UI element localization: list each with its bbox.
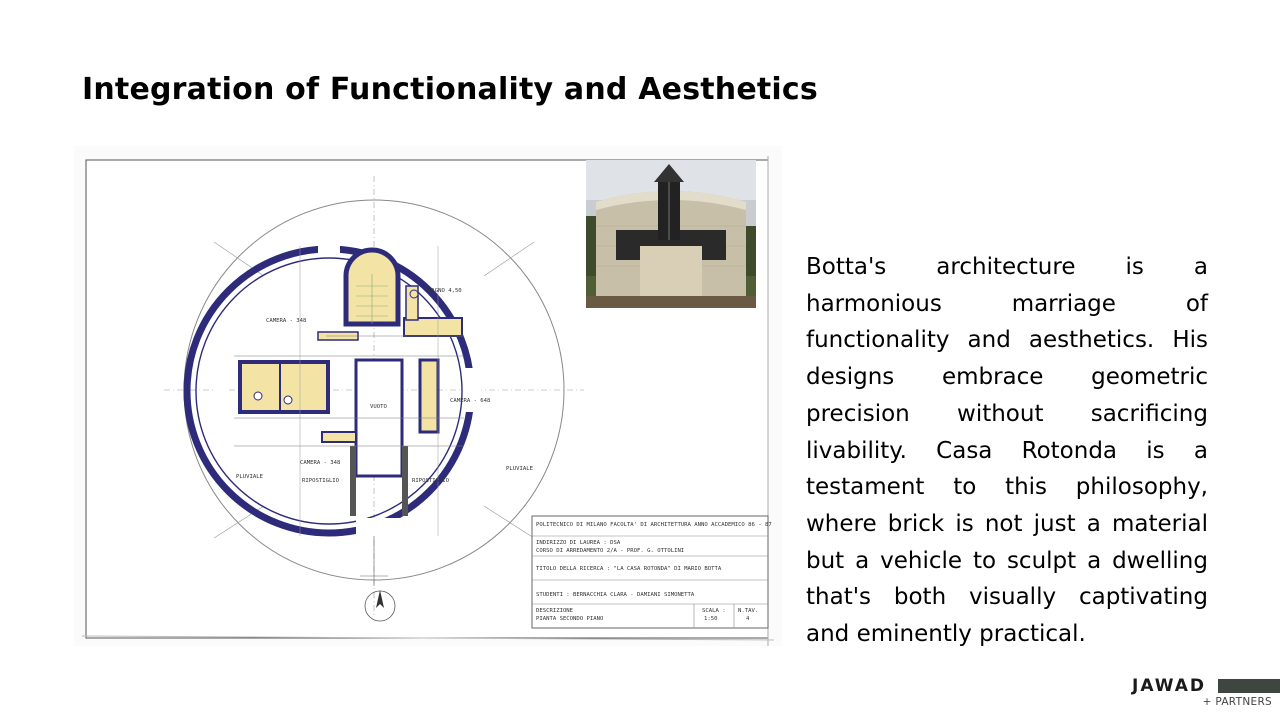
title-block-sheet-value: 4 [746, 616, 750, 622]
stair-tower [346, 250, 398, 324]
room-label: PLUVIALE [506, 466, 533, 472]
slide-title: Integration of Functionality and Aesthetics [82, 72, 818, 107]
title-block-scale-value: 1:50 [704, 616, 718, 622]
title-block-sheet-label: N.TAV. [738, 608, 759, 614]
title-block-line: INDIRIZZO DI LAUREA : DSA [536, 540, 621, 546]
title-block-desc-label: DESCRIZIONE [536, 608, 574, 614]
title-block-line: TITOLO DELLA RICERCA : "LA CASA ROTONDA" DI MARIO BOTTA [536, 566, 722, 572]
room-label: CAMERA - 348 [266, 318, 307, 324]
floor-plan-figure [74, 146, 782, 646]
drawing-title-block [532, 516, 772, 628]
slide-body-text: Botta's architecture is a harmonious marriage of functionality and aesthetics. His designs embrace geometric precision without sacrificing livability. Casa Rotonda is a testament to this philosophy, where brick is not just a material but a vehicle to sculpt a dwelling that's both visually captivating and eminently practical. [806, 254, 1208, 648]
title-block-line: POLITECNICO DI MILANO FACOLTA' DI ARCHITETTURA ANNO ACCADEMICO 86 - 87 [536, 522, 772, 528]
logo-wordmark: JAWAD [1132, 676, 1206, 696]
casa-rotonda-photo [586, 160, 756, 308]
title-block-desc-value: PIANTA SECONDO PIANO [536, 616, 604, 622]
company-logo [1130, 676, 1280, 712]
floor-plan-drawing [74, 146, 782, 646]
logo-subtitle: + PARTNERS [1202, 696, 1272, 708]
room-label: PLUVIALE [236, 474, 263, 480]
room-label: CAMERA - 648 [450, 398, 491, 404]
title-block-line: STUDENTI : BERNACCHIA CLARA - DAMIANI SIMONETTA [536, 592, 695, 598]
room-label: BAGNO 4,50 [428, 288, 462, 294]
logo-bar [1218, 679, 1280, 693]
title-block-line: CORSO DI ARREDAMENTO 2/A - PROF. G. OTTOLINI [536, 548, 685, 554]
room-label: RIPOSTIGLIO [302, 478, 340, 484]
room-label: VUOTO [370, 404, 387, 410]
room-label: RIPOSTIGLIO [412, 478, 450, 484]
room-label: CAMERA - 348 [300, 460, 341, 466]
title-block-scale-label: SCALA : [702, 608, 726, 614]
